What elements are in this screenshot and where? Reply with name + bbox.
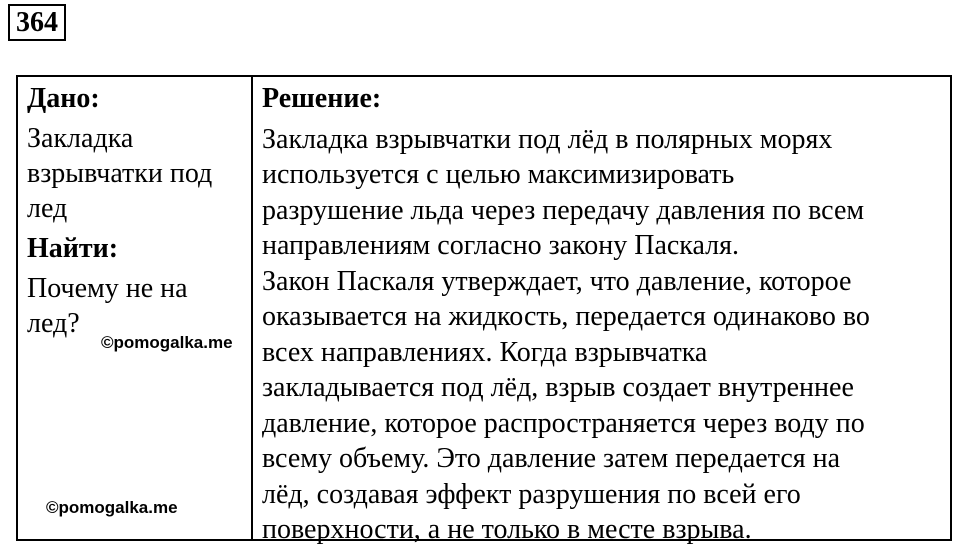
- task-number: 364: [8, 4, 66, 41]
- given-column: [27, 81, 247, 341]
- solution-line: направлениям согласно закону Паскаля.: [262, 230, 740, 261]
- given-line: взрывчатки под: [27, 158, 213, 189]
- solution-line: лёд, создавая эффект разрушения по всей его: [262, 478, 801, 510]
- solution-heading: Решение:: [262, 83, 382, 114]
- find-line: Почему не на: [27, 273, 188, 304]
- given-line: Закладка: [27, 123, 134, 154]
- solution-line: поверхности, а не только в месте взрыва.: [262, 514, 752, 545]
- solution-line: Закон Паскаля утверждает, что давление, которое: [262, 265, 852, 297]
- solution-line: всех направлениях. Когда взрывчатка: [262, 336, 708, 368]
- solution-table: [16, 75, 952, 545]
- column-divider: [251, 77, 253, 539]
- find-heading: Найти:: [27, 233, 119, 264]
- given-heading: Дано:: [27, 83, 100, 114]
- solution-line: Закладка взрывчатки под лёд в полярных морях: [262, 123, 833, 155]
- solution-line: разрушение льда через передачу давления по всем: [262, 194, 865, 226]
- solution-line: закладывается под лёд, взрыв создает внутреннее: [262, 372, 854, 403]
- watermark: ©pomogalka.me: [46, 498, 178, 517]
- watermark: ©pomogalka.me: [101, 333, 233, 352]
- find-line: лед?: [27, 308, 80, 339]
- solution-line: давление, которое распространяется через воду по: [262, 407, 865, 439]
- solution-line: всему объему. Это давление затем передается на: [262, 443, 841, 474]
- solution-column: [262, 81, 942, 548]
- solution-line: оказывается на жидкость, передается одинаково во: [262, 301, 870, 332]
- given-line: лед: [27, 193, 68, 224]
- solution-line: используется с целью максимизировать: [262, 159, 735, 190]
